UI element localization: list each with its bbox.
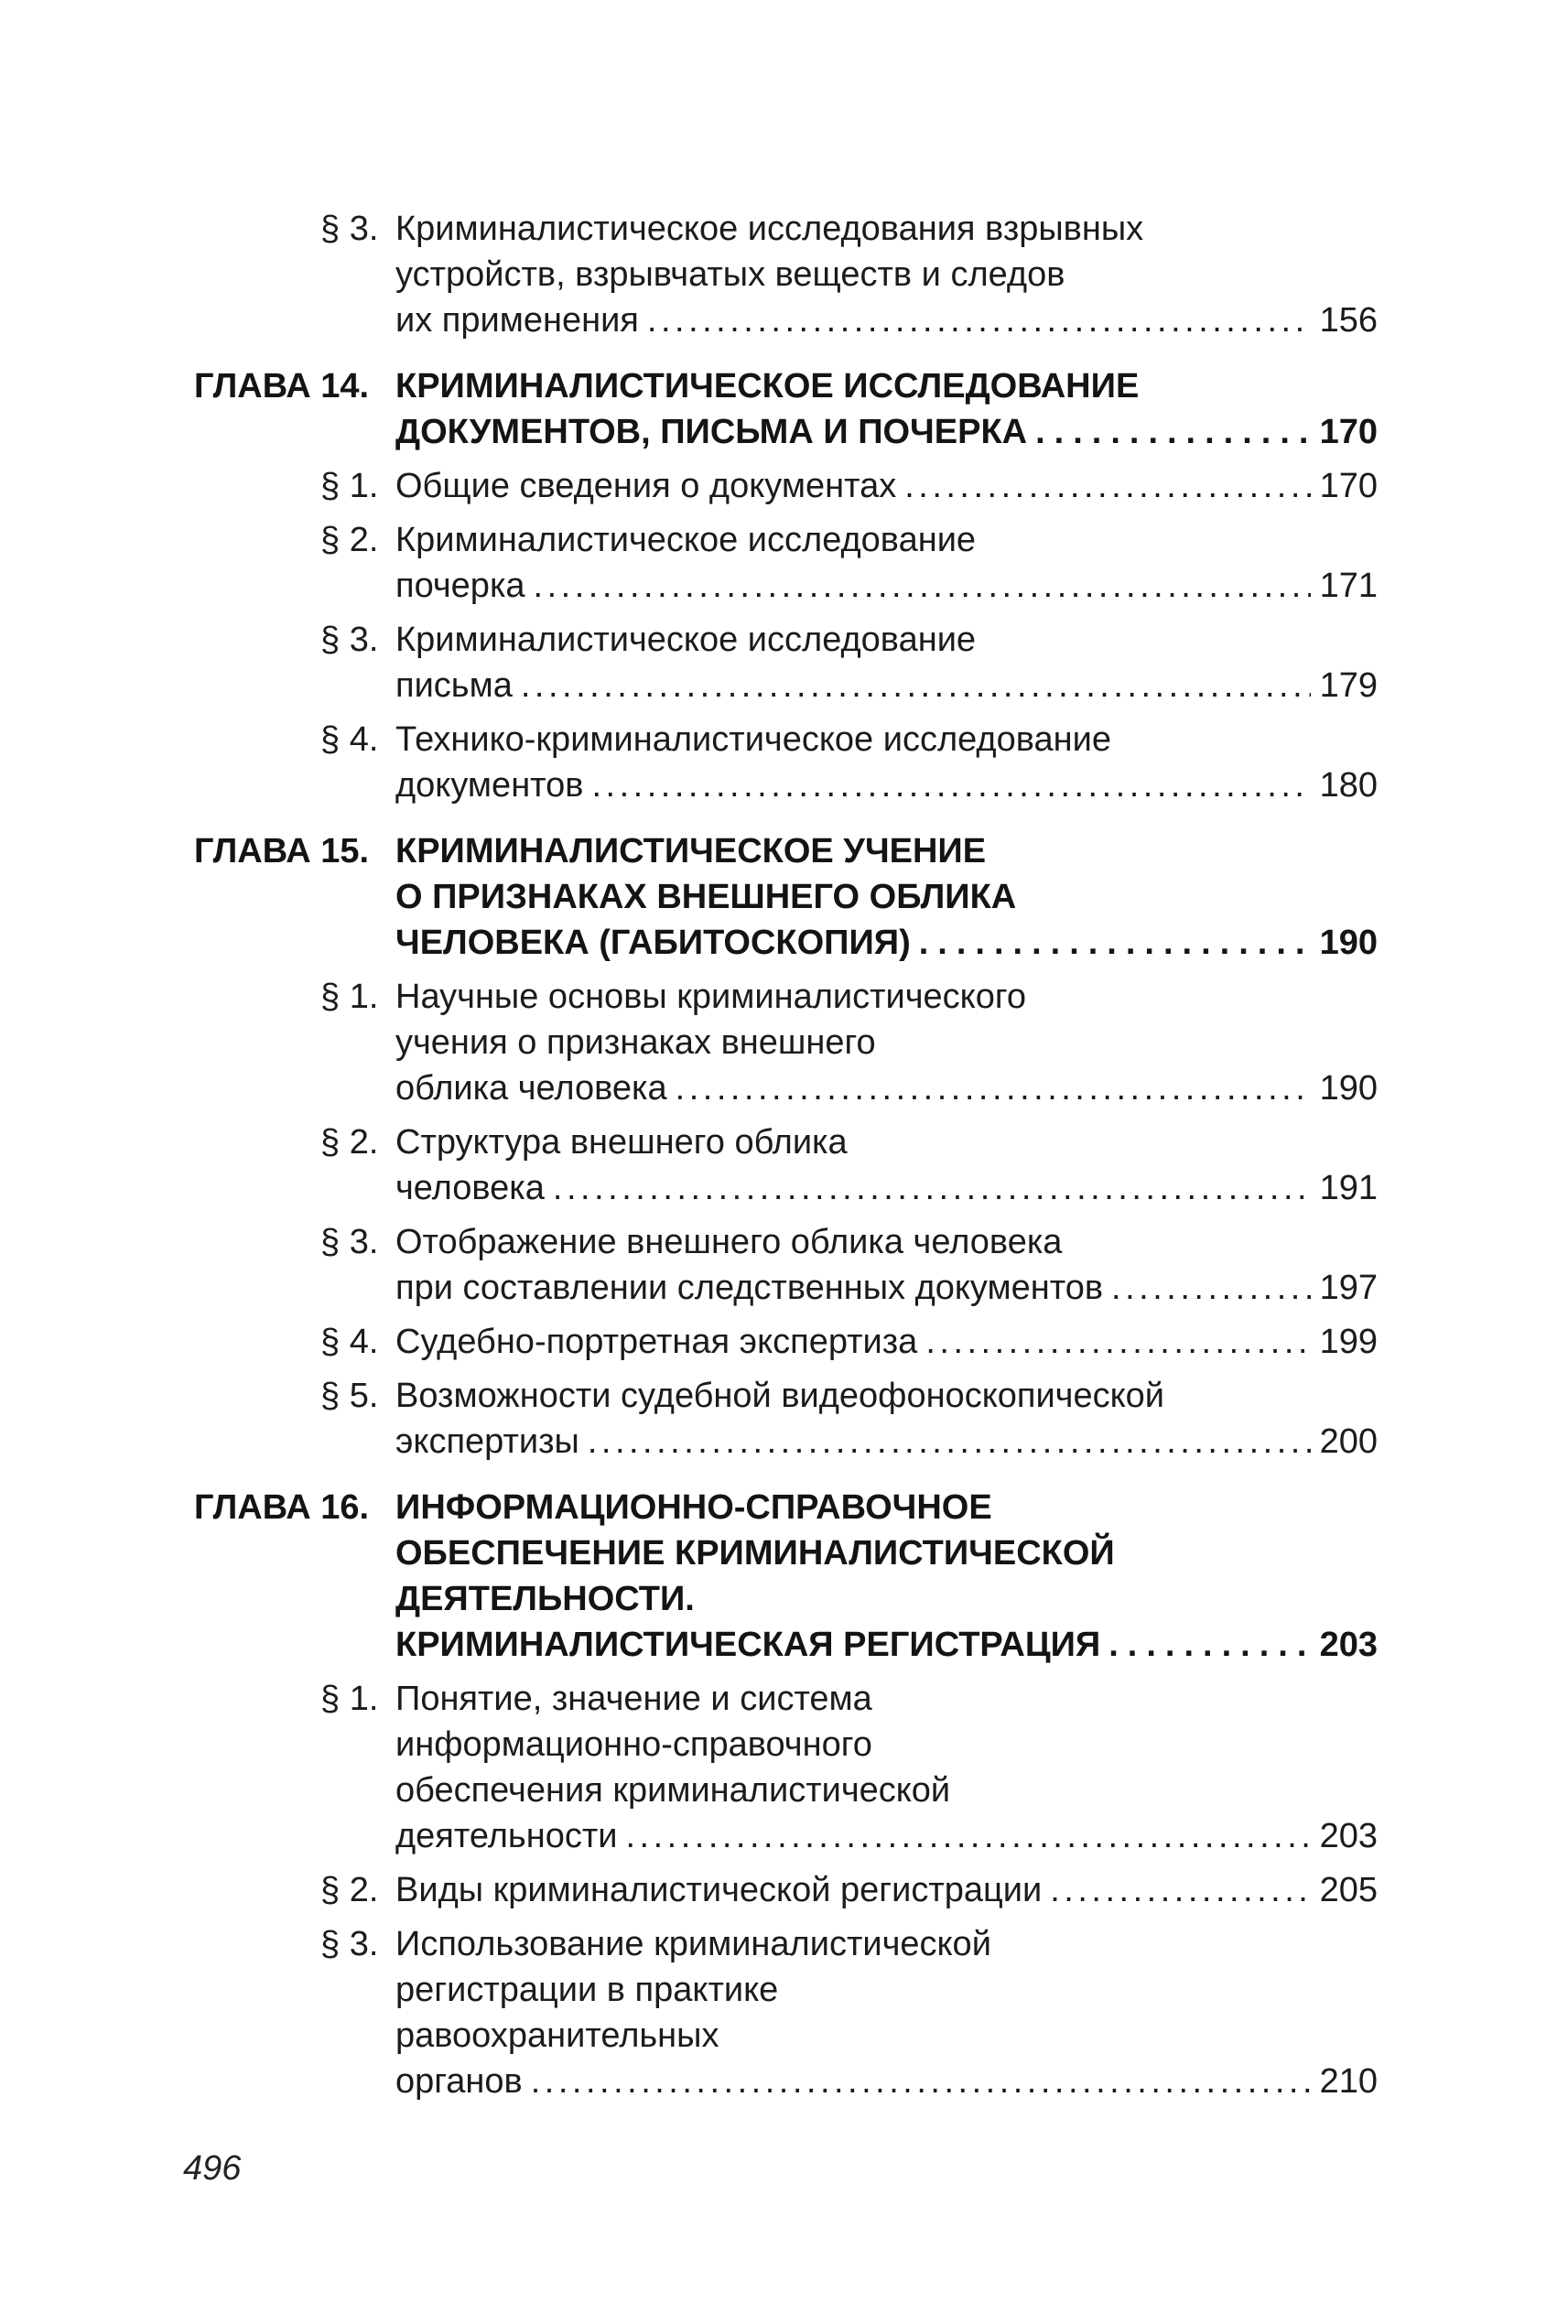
toc-paragraph-entry [194,1219,1378,1311]
dot-leader [1050,1867,1310,1913]
entry-page-number: 190 [1319,1069,1378,1108]
paragraph-label: § 1. [320,1680,379,1718]
toc-paragraph-entry [194,717,1378,808]
entry-page-number: 200 [1319,1422,1378,1461]
paragraph-label: § 3. [320,210,379,248]
entry-last-line [395,762,1378,808]
entry-line: О ПРИЗНАКАХ ВНЕШНЕГО ОБЛИКА [395,878,1017,916]
entry-body [395,1676,1378,1859]
paragraph-label: § 4. [320,1323,379,1361]
dot-leader [553,1165,1311,1211]
chapter-label: ГЛАВА 15. [194,832,370,870]
entry-body [395,617,1378,708]
entry-page-number: 210 [1319,2062,1378,2101]
dot-leader [521,663,1311,708]
entry-line: ДЕЯТЕЛЬНОСТИ. [395,1580,695,1618]
entry-line: обеспечения криминалистической [395,1771,951,1810]
entry-line: Использование криминалистической [395,1925,991,1963]
entry-page-number: 197 [1319,1269,1378,1307]
entry-line: органов [395,2062,523,2101]
toc-paragraph-entry [194,617,1378,708]
entry-line: информационно-справочного [395,1725,872,1764]
paragraph-label: § 3. [320,621,379,659]
paragraph-label: § 2. [320,1871,379,1909]
paragraph-label: § 1. [320,467,379,505]
paragraph-label: § 5. [320,1377,379,1415]
entry-line: Структура внешнего облика [395,1123,848,1162]
entry-page-number: 199 [1319,1323,1378,1361]
entry-body [395,828,1378,966]
chapter-label: ГЛАВА 16. [194,1488,370,1527]
entry-line: КРИМИНАЛИСТИЧЕСКОЕ УЧЕНИЕ [395,832,987,870]
dot-leader [1035,409,1311,455]
page-number: 496 [183,2149,242,2188]
entry-line: облика человека [395,1069,667,1108]
entry-body [395,1319,1378,1365]
entry-line: экспертизы [395,1422,579,1461]
toc-chapter-entry [194,363,1378,455]
entry-last-line [395,663,1378,708]
dot-leader [625,1813,1310,1859]
dot-leader [588,1419,1311,1465]
entry-line: документов [395,766,584,805]
entry-page-number: 190 [1319,924,1378,962]
entry-line: ЧЕЛОВЕКА (ГАБИТОСКОПИЯ) [395,924,911,962]
entry-line: КРИМИНАЛИСТИЧЕСКАЯ РЕГИСТРАЦИЯ [395,1626,1101,1664]
paragraph-label: § 1. [320,978,379,1016]
entry-line: Общие сведения о документах [395,467,897,505]
toc-paragraph-entry [194,1676,1378,1859]
entry-body [395,717,1378,808]
entry-last-line [395,1622,1378,1668]
entry-last-line [395,463,1378,509]
entry-line: Криминалистическое исследование [395,621,977,659]
chapter-label: ГЛАВА 14. [194,367,370,405]
dot-leader [1111,1265,1311,1311]
entry-page-number: 203 [1319,1626,1378,1664]
entry-line: Криминалистическое исследование [395,521,977,559]
toc-chapter-entry [194,828,1378,966]
paragraph-label: § 3. [320,1925,379,1963]
entry-body [395,1373,1378,1465]
entry-last-line [395,1319,1378,1365]
entry-body [395,1867,1378,1913]
entry-body [395,974,1378,1111]
entry-line: устройств, взрывчатых веществ и следов [395,255,1065,294]
entry-page-number: 170 [1319,413,1378,451]
entry-body [395,1921,1378,2104]
paragraph-label: § 2. [320,1123,379,1162]
toc-paragraph-entry [194,1119,1378,1211]
toc-paragraph-entry [194,206,1378,343]
entry-page-number: 156 [1319,301,1378,340]
entry-last-line [395,1419,1378,1465]
entry-line: письма [395,666,513,705]
entry-line: человека [395,1169,545,1207]
paragraph-label: § 2. [320,521,379,559]
entry-last-line [395,1265,1378,1311]
entry-line: регистрации в практике [395,1971,779,2009]
entry-line: ДОКУМЕНТОВ, ПИСЬМА И ПОЧЕРКА [395,413,1028,451]
entry-line: КРИМИНАЛИСТИЧЕСКОЕ ИССЛЕДОВАНИЕ [395,367,1140,405]
dot-leader [591,762,1310,808]
entry-body [395,463,1378,509]
entry-line: Отображение внешнего облика человека [395,1223,1063,1261]
entry-line: Судебно-портретная экспертиза [395,1323,918,1361]
entry-line: учения о признаках внешнего [395,1023,876,1062]
entry-body [395,1119,1378,1211]
entry-last-line [395,2059,1378,2104]
entry-line: Возможности судебной видеофоноскопической [395,1377,1165,1415]
dot-leader [647,297,1311,343]
entry-last-line [395,1813,1378,1859]
entry-line: почерка [395,567,525,605]
entry-body [395,363,1378,455]
paragraph-label: § 3. [320,1223,379,1261]
entry-page-number: 180 [1319,766,1378,805]
entry-line: ИНФОРМАЦИОННО-СПРАВОЧНОЕ [395,1488,992,1527]
entry-page-number: 179 [1319,666,1378,705]
toc-paragraph-entry [194,463,1378,509]
dot-leader [925,1319,1310,1365]
entry-line: Понятие, значение и система [395,1680,872,1718]
toc-paragraph-entry [194,974,1378,1111]
dot-leader [534,563,1311,609]
dot-leader [676,1065,1311,1111]
entry-page-number: 171 [1319,567,1378,605]
toc-paragraph-entry [194,1867,1378,1913]
toc-list [194,206,1378,2104]
toc-paragraph-entry [194,1373,1378,1465]
entry-line: ОБЕСПЕЧЕНИЕ КРИМИНАЛИСТИЧЕСКОЙ [395,1534,1115,1573]
entry-line: их применения [395,301,639,340]
entry-line: Криминалистическое исследования взрывных [395,210,1144,248]
toc-paragraph-entry [194,1921,1378,2104]
paragraph-label: § 4. [320,720,379,759]
toc-paragraph-entry [194,517,1378,609]
entry-line: деятельности [395,1817,618,1855]
entry-body [395,206,1378,343]
toc-chapter-entry [194,1485,1378,1668]
dot-leader [1108,1622,1310,1668]
toc-paragraph-entry [194,1319,1378,1365]
entry-body [395,1485,1378,1668]
entry-line: Научные основы криминалистического [395,978,1027,1016]
entry-page-number: 205 [1319,1871,1378,1909]
dot-leader [904,463,1310,509]
entry-last-line [395,297,1378,343]
entry-last-line [395,1867,1378,1913]
entry-line: равоохранительных [395,2016,719,2055]
entry-page-number: 191 [1319,1169,1378,1207]
entry-body [395,517,1378,609]
entry-last-line [395,563,1378,609]
entry-line: при составлении следственных документов [395,1269,1104,1307]
entry-last-line [395,409,1378,455]
entry-last-line [395,920,1378,966]
entry-page-number: 170 [1319,467,1378,505]
entry-page-number: 203 [1319,1817,1378,1855]
dot-leader [531,2059,1311,2104]
entry-line: Виды криминалистической регистрации [395,1871,1043,1909]
entry-line: Технико-криминалистическое исследование [395,720,1111,759]
dot-leader [919,920,1311,966]
entry-last-line [395,1165,1378,1211]
entry-last-line [395,1065,1378,1111]
entry-body [395,1219,1378,1311]
